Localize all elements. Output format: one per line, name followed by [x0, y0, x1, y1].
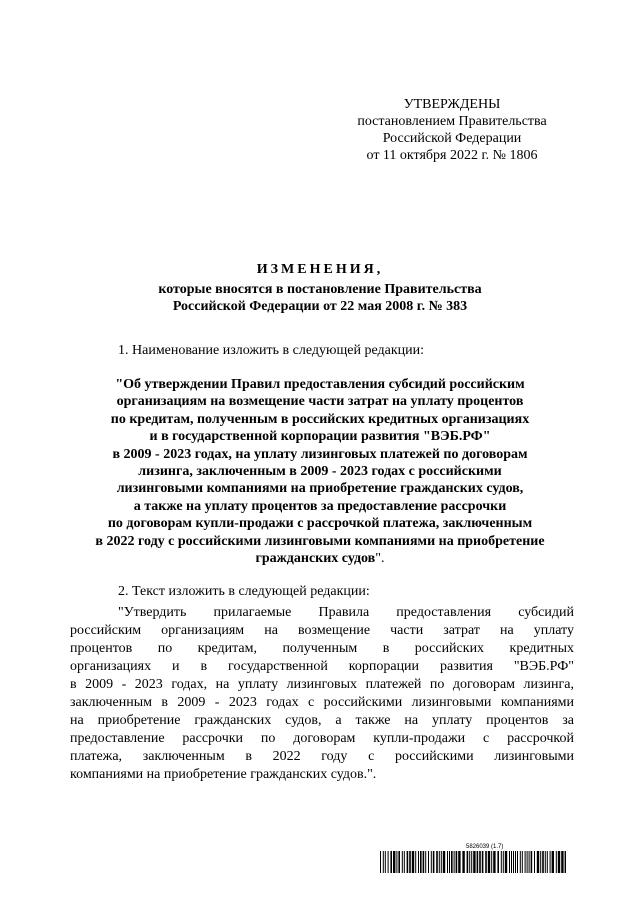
quote-line: по кредитам, полученным в российских кредитных организациях: [110, 411, 530, 427]
text-line: заключенным в 2009 - 2023 годах с российскими лизинговыми компаниями: [70, 695, 574, 710]
barcode-bar: [561, 851, 563, 873]
barcode-bar: [471, 851, 472, 873]
barcode-bar: [547, 851, 548, 873]
barcode-bar: [565, 851, 566, 873]
barcode-bar: [509, 851, 510, 873]
subtitle-line: которые вносятся в постановление Правительства: [158, 282, 482, 297]
barcode-bar: [491, 851, 492, 873]
quote-line: организациям на возмещение части затрат на уплату процентов: [116, 394, 524, 410]
subtitle-line: Российской Федерации от 22 мая 2008 г. № 383: [172, 299, 468, 314]
barcode-bar: [447, 851, 448, 873]
barcode-bar: [485, 851, 487, 873]
quote-line: в 2009 - 2023 годах, на уплату лизинговых платежей по договорам: [112, 446, 528, 462]
barcode-bar: [497, 851, 499, 873]
barcode-bar: [433, 851, 435, 873]
barcode-bar: [534, 851, 535, 873]
approval-line: Российской Федерации: [382, 131, 522, 146]
document-subtitle: [70, 281, 570, 315]
item-1-label: 1. Наименование изложить в следующей редакции:: [118, 343, 424, 358]
document-title: ИЗМЕНЕНИЯ,: [256, 262, 384, 277]
barcode-bar: [458, 851, 460, 873]
barcode-bar: [520, 851, 521, 873]
barcode-bar: [469, 851, 470, 873]
approval-stamp: [340, 96, 564, 164]
barcode-bar: [451, 851, 453, 873]
barcode-bar: [420, 851, 422, 873]
barcode-bar: [390, 851, 392, 873]
barcode-bar: [402, 851, 403, 873]
text-line-last: компаниями на приобретение гражданских судов.".: [70, 767, 377, 782]
barcode-bar: [409, 851, 411, 873]
quote-line: в 2022 году с российскими лизинговыми компаниями на приобретение: [95, 533, 545, 549]
barcode-bar: [552, 851, 554, 873]
barcode-bar: [556, 851, 557, 873]
barcode-bar: [380, 851, 381, 873]
barcode-bar: [404, 851, 405, 873]
barcode-bar: [385, 851, 386, 873]
quote-line: лизинга, заключенным в 2009 - 2023 годах с российскими: [138, 464, 502, 480]
quote-last-text: гражданских судов: [255, 551, 376, 567]
barcode-bar: [412, 851, 414, 873]
item-1-quote: [70, 376, 570, 567]
barcode-bar: [398, 851, 400, 873]
barcode-bar: [515, 851, 516, 873]
approval-line: от 11 октября 2022 г. № 1806: [366, 148, 538, 163]
barcode-bar: [388, 851, 389, 873]
barcode-bar: [467, 851, 469, 873]
barcode-bar: [503, 851, 504, 873]
barcode-bar: [383, 851, 384, 873]
barcode-bar: [542, 851, 544, 873]
barcode-bar: [418, 851, 419, 873]
quote-line: по договорам купли-продажи с рассрочкой платежа, заключенным: [107, 516, 533, 532]
barcode-bar: [393, 851, 395, 873]
barcode-bar: [456, 851, 458, 873]
barcode-bar: [441, 851, 442, 873]
quote-tail: ".: [375, 551, 385, 567]
barcode-bar: [479, 851, 481, 873]
barcode-bar: [462, 851, 464, 873]
barcode-bar: [425, 851, 426, 873]
text-line: в 2009 - 2023 годах, на уплату лизинговых платежей по договорам лизинга,: [70, 677, 574, 692]
barcode-bar: [513, 851, 514, 873]
text-line: предоставление рассрочки по договорам купли-продажи с рассрочкой: [70, 731, 574, 746]
barcode-bar: [545, 851, 546, 873]
barcode-bar: [436, 851, 438, 873]
barcode-bar: [415, 851, 416, 873]
barcode-bar: [529, 851, 530, 873]
barcode-bar: [482, 851, 484, 873]
barcode-bar: [558, 851, 560, 873]
approval-line: УТВЕРЖДЕНЫ: [403, 97, 501, 112]
barcode-bar: [525, 851, 526, 873]
barcode-bar: [488, 851, 490, 873]
barcode-bar: [493, 851, 495, 873]
text-line: на приобретение гражданских судов, а также на уплату процентов за: [70, 713, 574, 728]
quote-line: "Об утверждении Правил предоставления субсидий российским: [115, 377, 525, 392]
barcode-bar: [522, 851, 523, 873]
barcode-bar: [396, 851, 397, 873]
barcode-bar: [501, 851, 502, 873]
barcode-label: 5826039 (1.7): [466, 844, 504, 850]
barcode-bar: [428, 851, 429, 873]
barcode-bar: [550, 851, 551, 873]
barcode-bar: [517, 851, 518, 873]
barcode-bar: [527, 851, 528, 873]
text-line: платежа, заключенным в 2022 году с российскими лизинговыми: [70, 749, 574, 764]
quote-line: а также на уплату процентов за предоставление рассрочки: [133, 498, 507, 514]
barcode-bar: [439, 851, 440, 873]
text-line: процентов по кредитам, полученным в российских кредитных: [70, 641, 574, 656]
barcode-bar: [531, 851, 533, 873]
quote-line: лизинговыми компаниями на приобретение гражданских судов,: [116, 481, 524, 497]
approval-line: постановлением Правительства: [357, 114, 547, 129]
barcode-bar: [473, 851, 475, 873]
barcode-bar: [443, 851, 445, 873]
barcode-bar: [423, 851, 425, 873]
quote-line: и в государственной корпорации развития "ВЭБ.РФ": [149, 429, 491, 445]
barcode-bar: [454, 851, 455, 873]
barcode-bar: [431, 851, 432, 873]
quote-line-last: [70, 550, 570, 567]
item-2-label: 2. Текст изложить в следующей редакции:: [118, 584, 370, 599]
barcode-bar: [511, 851, 512, 873]
item-2-text: [70, 604, 574, 784]
text-line: организациях и в государственной корпорации развития "ВЭБ.РФ": [70, 659, 574, 674]
text-line: российским организациям на возмещение части затрат на уплату: [70, 623, 574, 638]
barcode-bar: [537, 851, 539, 873]
barcode-bar: [540, 851, 541, 873]
barcode-bar: [477, 851, 479, 873]
text-line: "Утвердить прилагаемые Правила предоставления субсидий: [118, 605, 574, 620]
barcode-bar: [449, 851, 450, 873]
barcode-bar: [407, 851, 409, 873]
barcode-image: [380, 851, 566, 873]
barcode-bar: [505, 851, 507, 873]
